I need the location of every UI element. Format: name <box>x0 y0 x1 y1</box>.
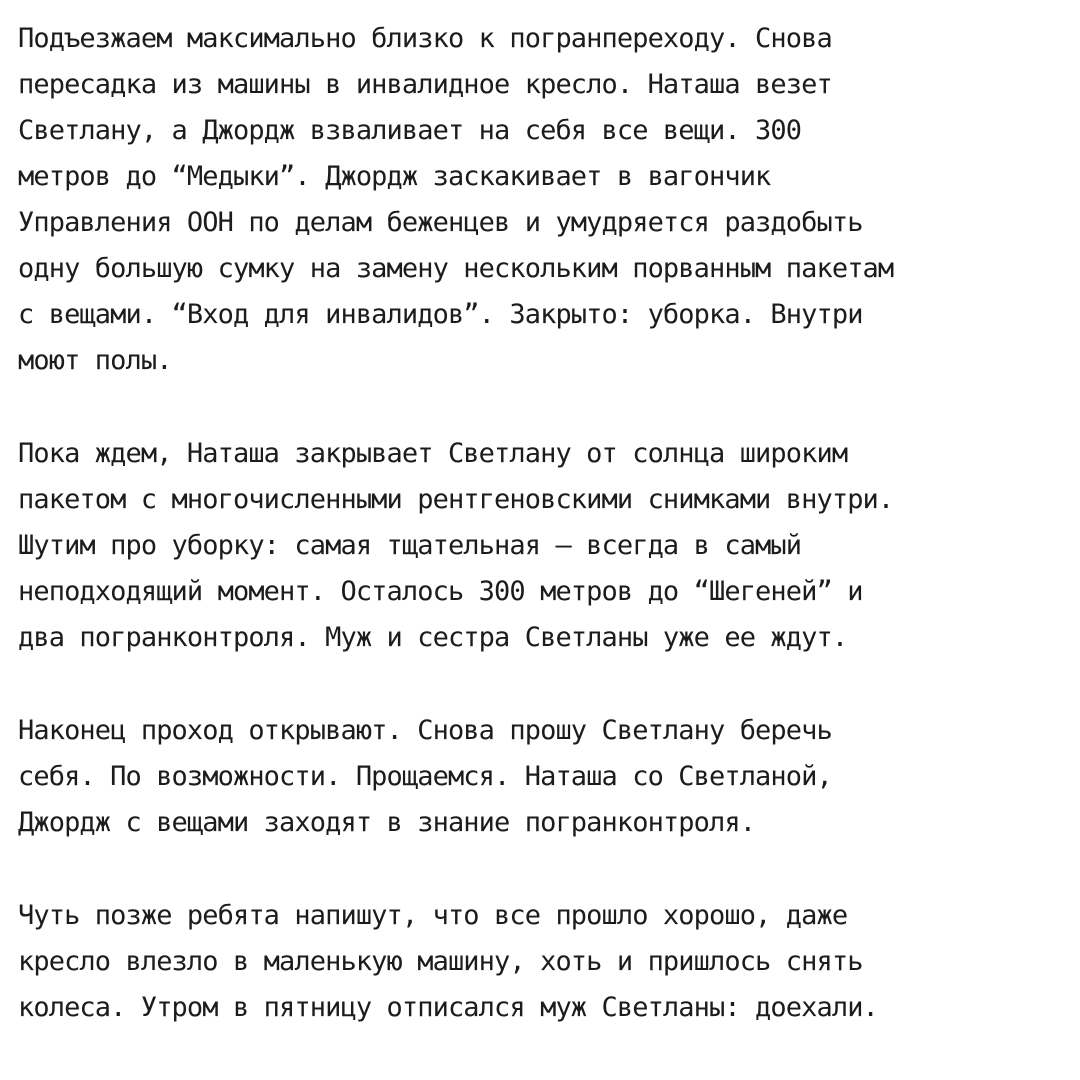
text-line: Джордж с вещами заходят в знание погранконтроля. <box>18 807 756 838</box>
paragraph-spacer <box>18 384 1060 431</box>
text-line: моют полы. <box>18 345 172 376</box>
text-line: пакетом с многочисленными рентгеновскими снимками внутри. <box>18 484 894 515</box>
text-line: кресло влезло в маленькую машину, хоть и пришлось снять <box>18 946 863 977</box>
text-line: Чуть позже ребята напишут, что все прошло хорошо, даже <box>18 900 848 931</box>
text-line: Управления ООН по делам беженцев и умудряется раздобыть <box>18 207 863 238</box>
text-line: себя. По возможности. Прощаемся. Наташа со Светланой, <box>18 761 832 792</box>
paragraph-2 <box>18 431 1060 661</box>
paragraph-4 <box>18 893 1060 1031</box>
text-line: метров до “Медыки”. Джордж заскакивает в вагончик <box>18 161 771 192</box>
text-line: колеса. Утром в пятницу отписался муж Светланы: доехали. <box>18 992 878 1023</box>
paragraph-1 <box>18 16 1060 384</box>
text-line: Наконец проход открывают. Снова прошу Светлану беречь <box>18 715 832 746</box>
text-line: неподходящий момент. Осталось 300 метров до “Шегеней” и <box>18 576 863 607</box>
text-line: Светлану, а Джордж взваливает на себя все вещи. 300 <box>18 115 802 146</box>
paragraph-3 <box>18 708 1060 846</box>
text-line: пересадка из машины в инвалидное кресло. Наташа везет <box>18 69 832 100</box>
text-line: с вещами. “Вход для инвалидов”. Закрыто: уборка. Внутри <box>18 299 863 330</box>
text-line: Шутим про уборку: самая тщательная — всегда в самый <box>18 530 802 561</box>
paragraph-spacer <box>18 661 1060 708</box>
text-line: два погранконтроля. Муж и сестра Светланы уже ее ждут. <box>18 622 848 653</box>
text-line: одну большую сумку на замену нескольким порванным пакетам <box>18 253 894 284</box>
text-line: Подъезжаем максимально близко к погранпереходу. Снова <box>18 23 832 54</box>
paragraph-spacer <box>18 846 1060 893</box>
text-line: Пока ждем, Наташа закрывает Светлану от солнца широким <box>18 438 848 469</box>
